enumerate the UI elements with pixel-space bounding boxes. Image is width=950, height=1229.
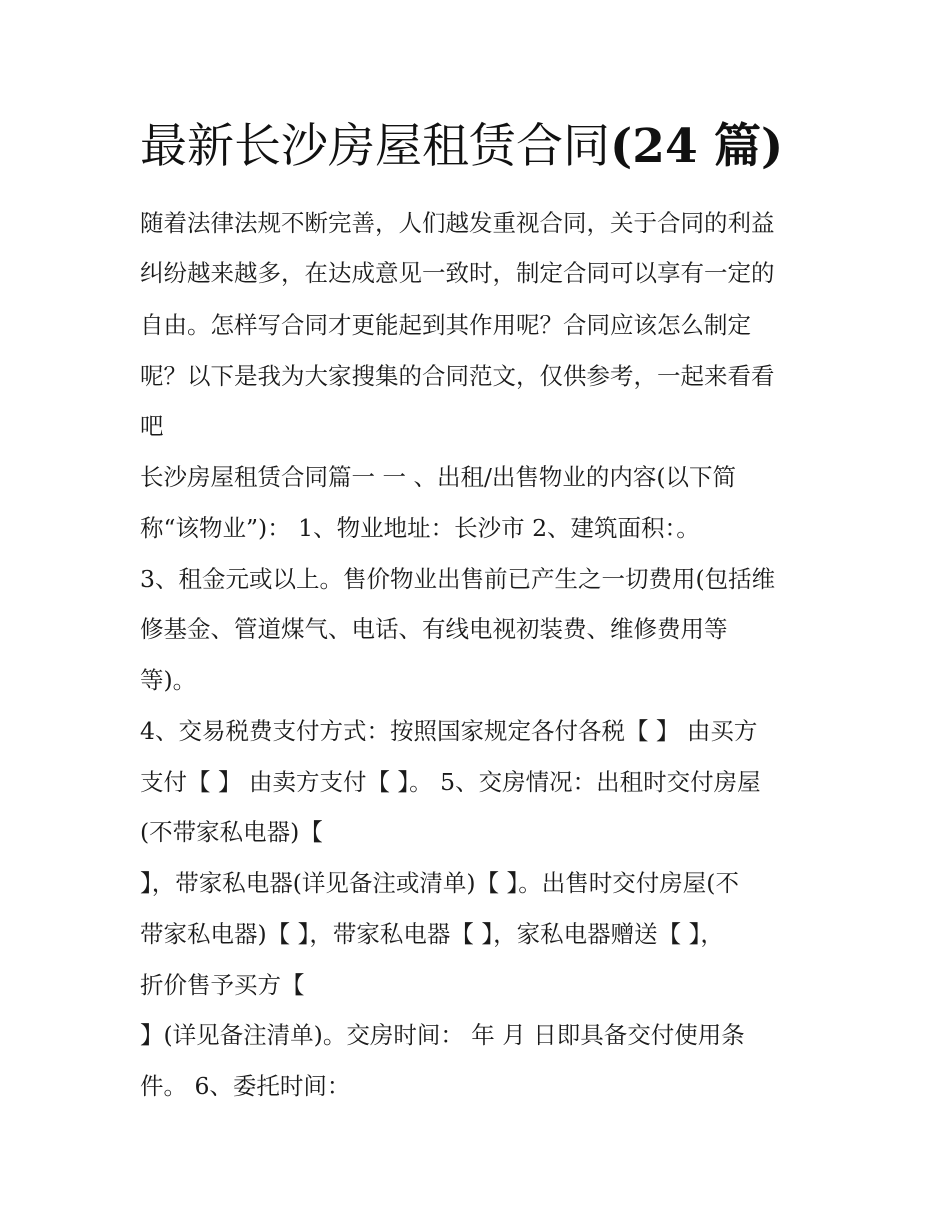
body-line: (不带家私电器)【 bbox=[140, 818, 323, 846]
title-count: (24 篇) bbox=[610, 119, 784, 174]
title-text: 最新长沙房屋租赁合同 bbox=[140, 119, 610, 174]
body-line: 吧 bbox=[140, 412, 164, 440]
body-line: 纠纷越来越多，在达成意见一致时，制定合同可以享有一定的 bbox=[140, 259, 775, 287]
body-line: 称“该物业”)： 1、物业地址：长沙市 2、建筑面积：。 bbox=[140, 514, 700, 542]
body-line: 等)。 bbox=[140, 666, 197, 694]
body-line: 呢？以下是我为大家搜集的合同范文，仅供参考，一起来看看 bbox=[140, 362, 775, 390]
body-line: 】(详见备注清单)。交房时间： 年 月 日即具备交付使用条 bbox=[140, 1021, 745, 1049]
body-line: 3、租金元或以上。售价物业出售前已产生之一切费用(包括维 bbox=[140, 565, 776, 593]
body-line: 随着法律法规不断完善，人们越发重视合同，关于合同的利益 bbox=[140, 209, 775, 237]
body-line: 支付【 】 由卖方支付【 】。 5、交房情况：出租时交付房屋 bbox=[140, 768, 761, 796]
body-line: 修基金、管道煤气、电话、有线电视初装费、维修费用等 bbox=[140, 615, 728, 643]
body-line: 带家私电器)【 】，带家私电器【 】，家私电器赠送【 】， bbox=[140, 920, 724, 948]
body-line: 长沙房屋租赁合同篇一 一 、出租/出售物业的内容(以下简 bbox=[140, 463, 737, 491]
body-line: 件。 6、委托时间： bbox=[140, 1072, 351, 1100]
body-line: 折价售予买方【 bbox=[140, 971, 305, 999]
document-title bbox=[140, 114, 783, 180]
body-line: 自由。怎样写合同才更能起到其作用呢？合同应该怎么制定 bbox=[140, 311, 751, 339]
body-line: 4、交易税费支付方式：按照国家规定各付各税【 】 由买方 bbox=[140, 717, 758, 745]
body-line: 】，带家私电器(详见备注或清单)【 】。出售时交付房屋(不 bbox=[140, 869, 739, 897]
